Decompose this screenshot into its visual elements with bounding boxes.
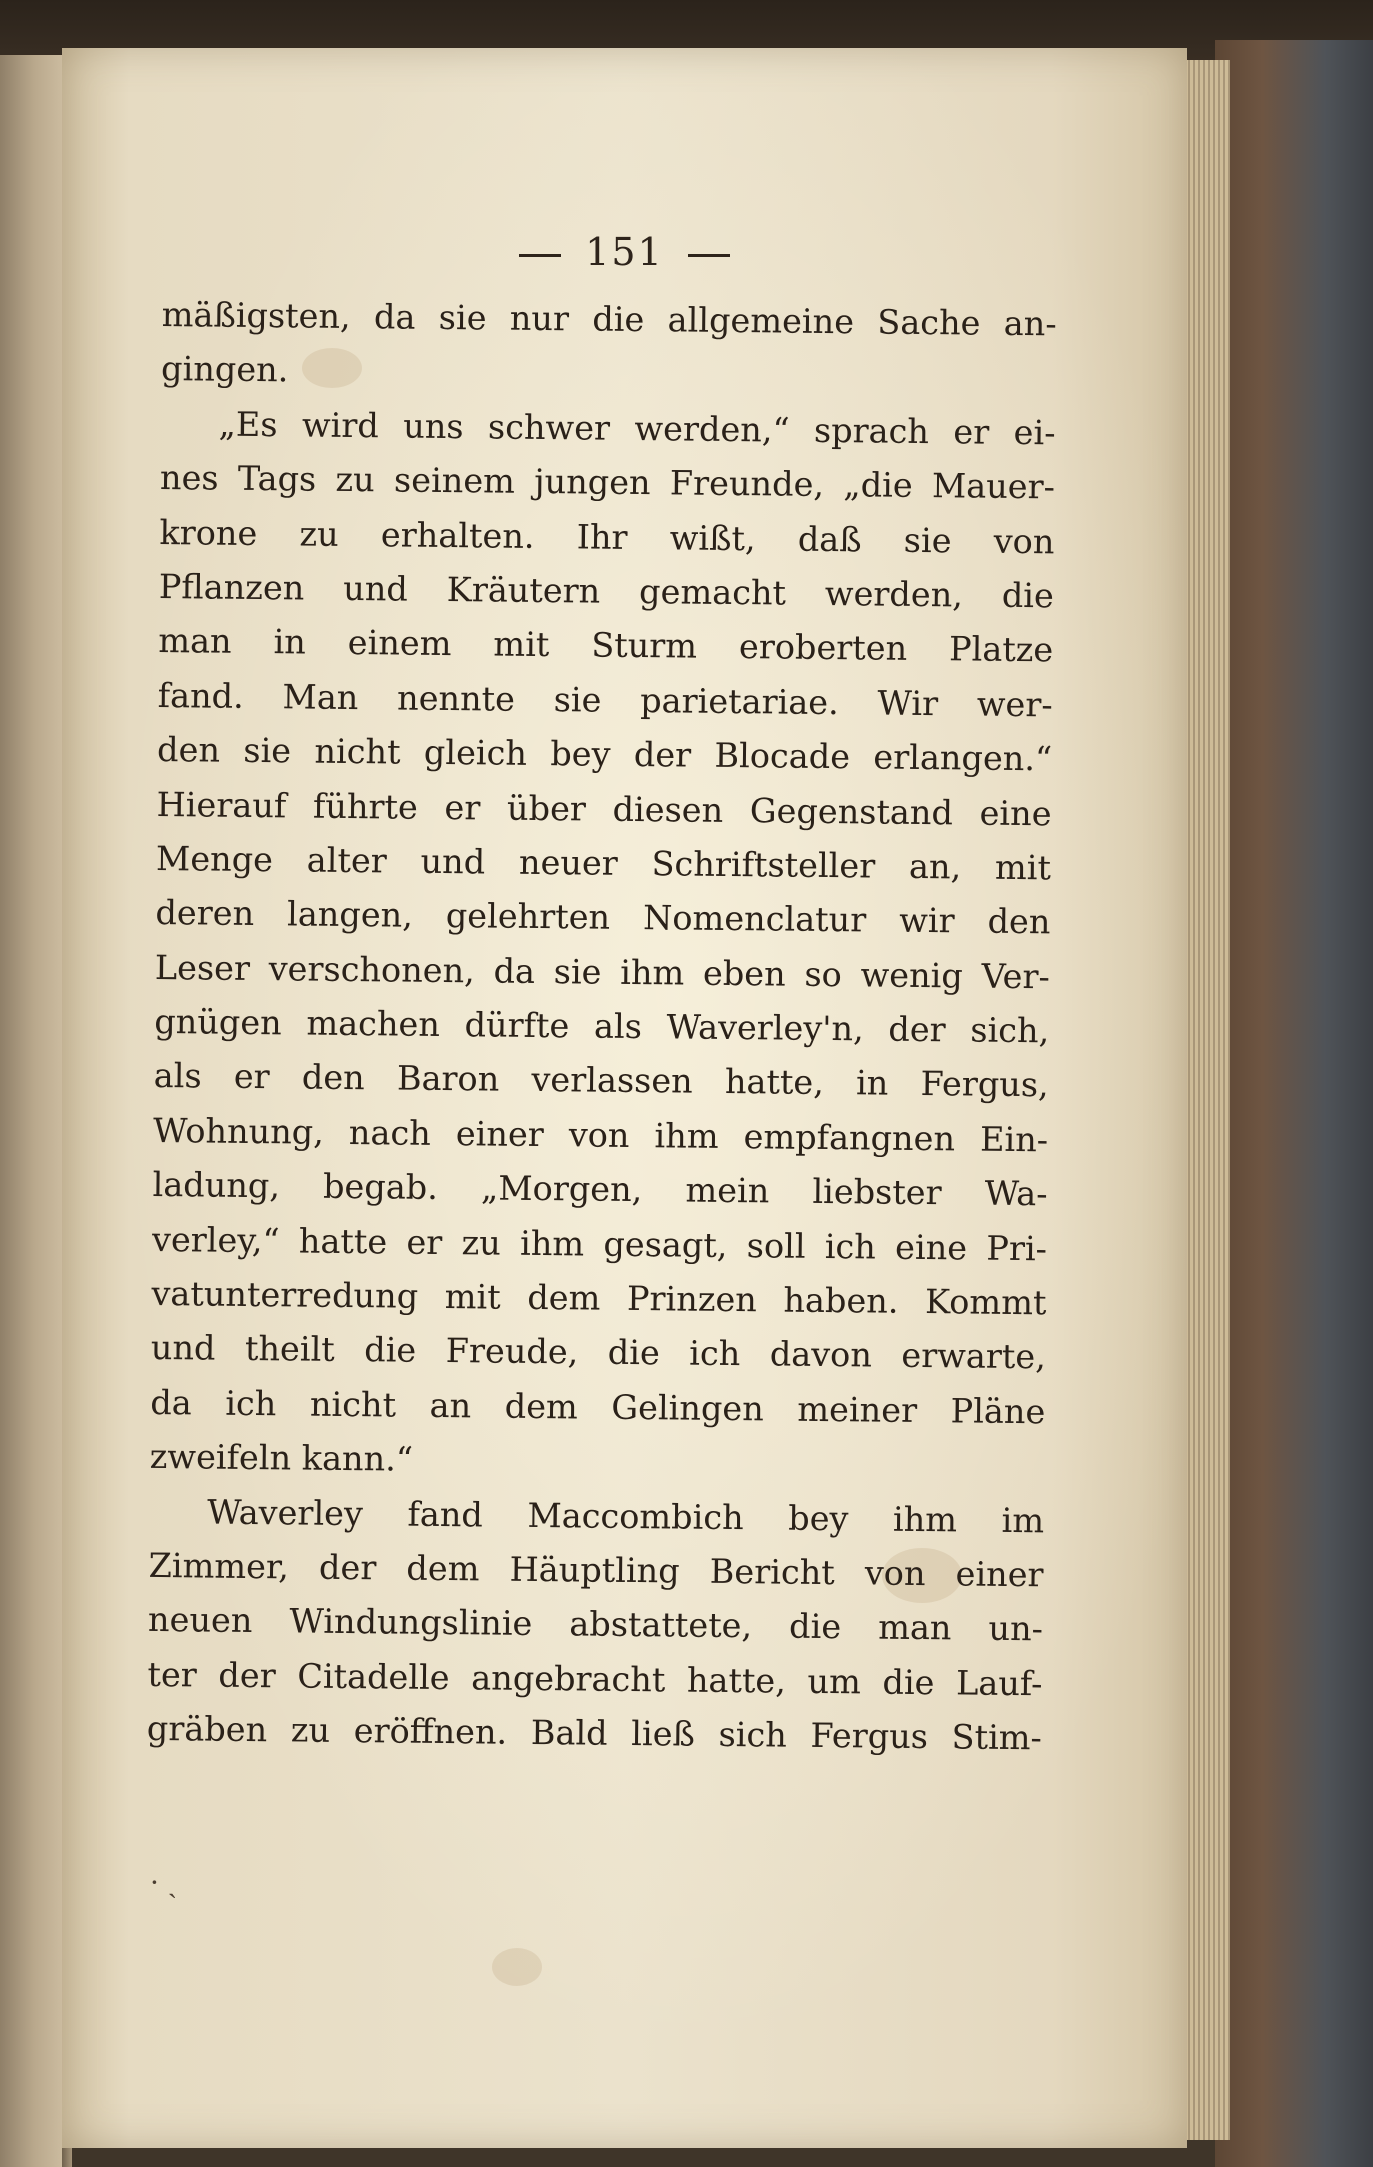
stray-ink-mark: · ˏ: [150, 1866, 178, 1899]
text-line: Menge alter und neuer Schriftsteller an, mit: [155, 838, 1052, 888]
text-line: Leser verschonen, da sie ihm eben so wenig Ver-: [154, 947, 1051, 997]
text-line: da ich nicht an dem Gelingen meiner Pläne: [150, 1382, 1046, 1432]
text-line: Waverley fand Maccombich bey ihm im: [206, 1492, 1045, 1540]
page-number: [62, 230, 1187, 274]
text-line: nes Tags zu seinem jungen Freunde, „die Mauer-: [159, 458, 1056, 507]
page-number-dash-left: [519, 254, 561, 257]
text-line: man in einem mit Sturm eroberten Platze: [158, 621, 1054, 670]
text-line: „Es wird uns schwer werden,“ sprach er ei-: [218, 404, 1056, 453]
text-line: Wohnung, nach einer von ihm empfangnen Ein-: [152, 1110, 1049, 1160]
text-line: und theilt die Freude, die ich davon erwarte,: [150, 1328, 1047, 1377]
text-line: Hierauf führte er über diesen Gegenstand eine: [156, 784, 1052, 833]
text-line: verley,“ hatte er zu ihm gesagt, soll ich eine Pri-: [151, 1219, 1048, 1268]
previous-page-edge: [0, 55, 62, 2167]
text-line: fand. Man nennte sie parietariae. Wir wer-: [157, 675, 1053, 725]
page-number-dash-right: [688, 254, 730, 257]
text-line: neuen Windungslinie abstattete, die man un-: [147, 1600, 1044, 1649]
paper-stain: [492, 1948, 542, 1986]
text-line: gräben zu eröffnen. Bald ließ sich Fergus Stim-: [146, 1709, 1043, 1758]
book-cover-right: [1215, 40, 1373, 2167]
text-line: Zimmer, der dem Häuptling Bericht von einer: [148, 1545, 1044, 1595]
text-line: gnügen machen dürfte als Waverley'n, der sich,: [154, 1002, 1050, 1051]
text-line: Pflanzen und Kräutern gemacht werden, die: [158, 566, 1055, 616]
text-line: deren langen, gelehrten Nomenclatur wir den: [155, 893, 1051, 942]
text-line: ladung, begab. „Morgen, mein liebster Wa-: [152, 1165, 1048, 1214]
page-number-value: 151: [585, 230, 664, 274]
text-line: mäßigsten, da sie nur die allgemeine Sache an-: [161, 294, 1057, 344]
text-line: als er den Baron verlassen hatte, in Fergus,: [153, 1056, 1049, 1105]
text-line: ter der Citadelle angebracht hatte, um die Lauf-: [147, 1654, 1043, 1704]
text-line: den sie nicht gleich bey der Blocade erlangen.“: [156, 730, 1053, 779]
text-line: krone zu erhalten. Ihr wißt, daß sie von: [159, 512, 1055, 561]
text-line: vatunterredung mit dem Prinzen haben. Kommt: [151, 1273, 1047, 1323]
body-text: [147, 288, 1057, 1766]
book-page: [62, 48, 1187, 2148]
text-line: gingen.: [160, 349, 289, 390]
text-line: zweifeln kann.“: [149, 1437, 414, 1479]
